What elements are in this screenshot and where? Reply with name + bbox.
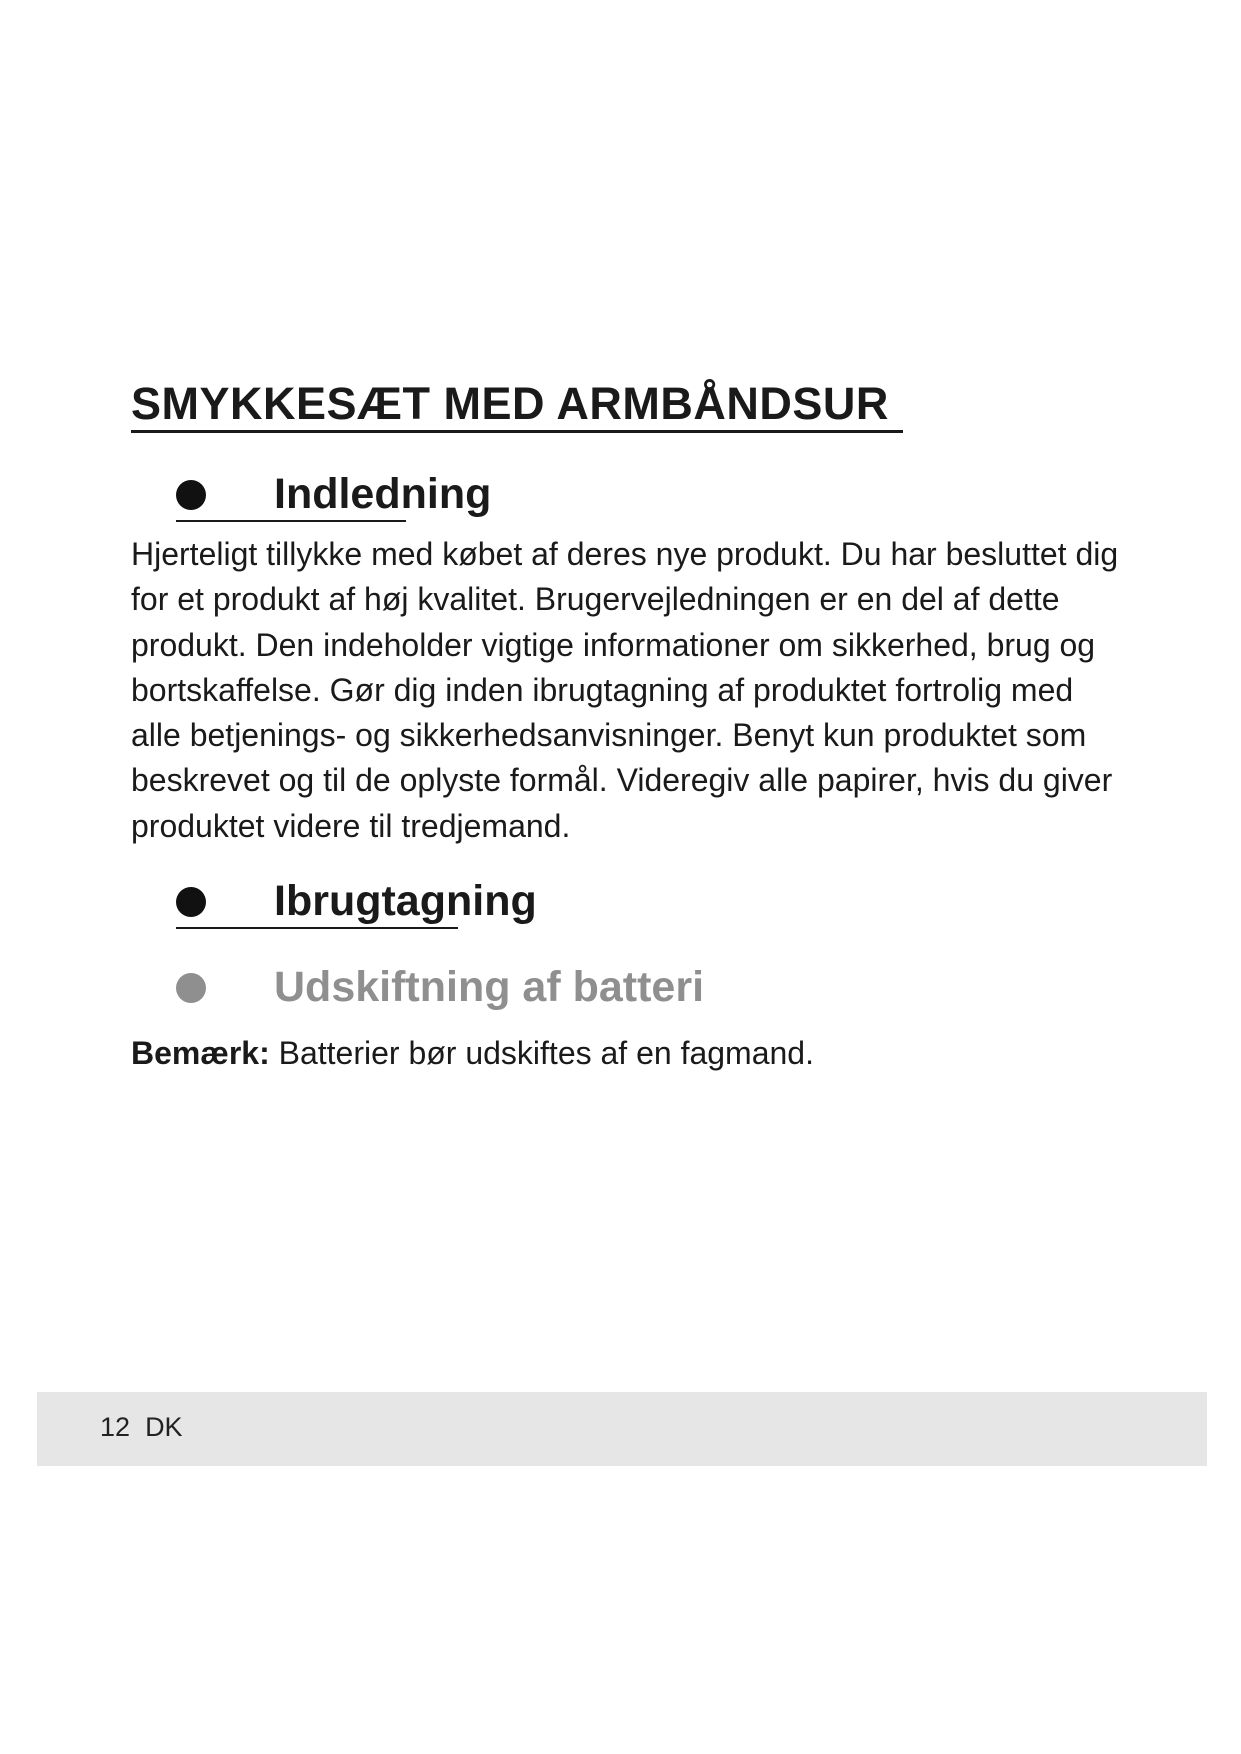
note-text: Batterier bør udskiftes af en fagmand. [269, 1035, 814, 1071]
section-heading-intro [176, 470, 491, 519]
bullet-icon [176, 887, 206, 917]
section-heading-use-text: Ibrugtagning [274, 877, 537, 925]
intro-paragraph: Hjerteligt tillykke med købet af deres nye produkt. Du har besluttet dig for et produkt af høj kvalitet. Brugervejledningen er en del af dette produkt. Den indeholder vigtige informationer om sikkerhed, brug og bortskaffelse. Gør dig inden ibrugtagning af produktet fortrolig med alle betjenings- og sikkerhedsanvisninger. Benyt kun produktet som beskrevet og til de oplyste formål. Videregiv alle papirer, hvis du giver produktet videre til tredjemand. [131, 536, 1119, 844]
page-number-value: 12 [100, 1412, 131, 1442]
bullet-icon [176, 480, 206, 510]
note-label: Bemærk: [131, 1035, 270, 1071]
section-heading-battery-text: Udskiftning af batteri [274, 963, 705, 1011]
section-heading-use [176, 877, 537, 926]
page-title: SMYKKESÆT MED ARMBÅNDSUR [131, 378, 889, 429]
title-underline [131, 430, 903, 433]
section-underline-intro [176, 520, 406, 522]
page-language: DK [145, 1412, 183, 1442]
section-underline-use [176, 927, 458, 929]
section-heading-battery [176, 963, 704, 1012]
battery-note [131, 1035, 814, 1072]
page-footer [37, 1392, 1207, 1466]
page-number [100, 1412, 183, 1443]
section-heading-intro-text: Indledning [274, 470, 492, 518]
bullet-icon [176, 973, 206, 1003]
